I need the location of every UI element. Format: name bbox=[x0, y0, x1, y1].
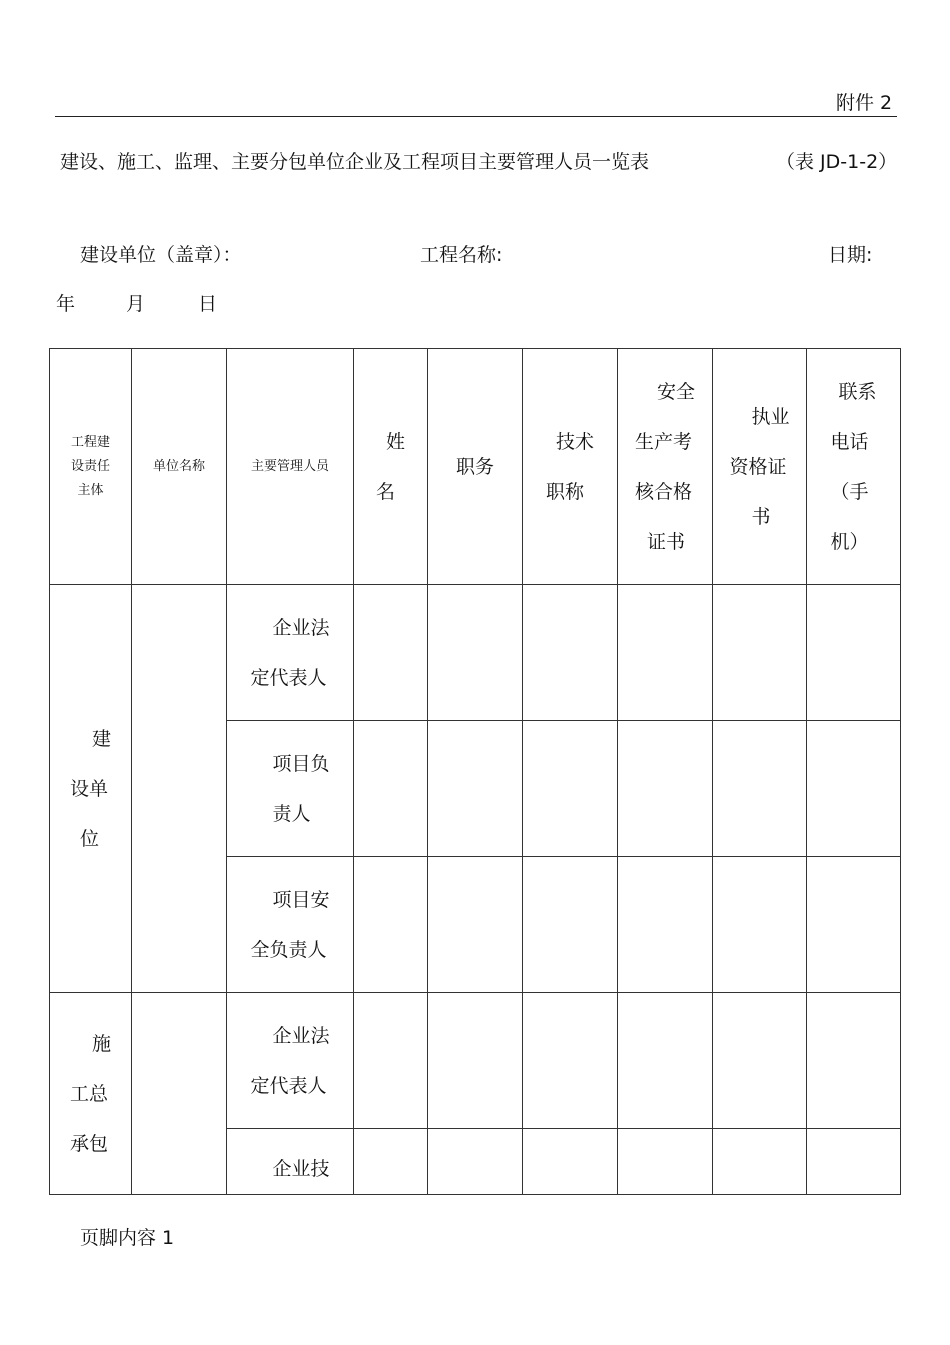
practice-cert-cell[interactable] bbox=[713, 857, 807, 993]
page-footer: 页脚内容 1 bbox=[80, 1227, 175, 1249]
year-label: 年 bbox=[56, 293, 76, 315]
practice-cert-cell[interactable] bbox=[713, 585, 807, 721]
name-cell[interactable] bbox=[354, 721, 428, 857]
col-header-name: 姓 名 bbox=[354, 349, 428, 585]
name-cell[interactable] bbox=[354, 857, 428, 993]
attachment-label: 附件 2 bbox=[836, 92, 893, 114]
unit-name-cell[interactable] bbox=[132, 993, 227, 1195]
entity-cell-general-contractor: 施 工总 承包 bbox=[50, 993, 132, 1195]
col-header-safety-cert: 安全 生产考 核合格 证书 bbox=[618, 349, 713, 585]
name-cell[interactable] bbox=[354, 1129, 428, 1195]
phone-cell[interactable] bbox=[807, 1129, 901, 1195]
date-fields bbox=[56, 289, 217, 316]
col-header-practice-cert: 执业 资格证 书 bbox=[713, 349, 807, 585]
phone-cell[interactable] bbox=[807, 857, 901, 993]
role-cell: 企业技 bbox=[227, 1129, 354, 1195]
practice-cert-cell[interactable] bbox=[713, 721, 807, 857]
phone-cell[interactable] bbox=[807, 721, 901, 857]
role-cell: 企业法 定代表人 bbox=[227, 585, 354, 721]
month-label: 月 bbox=[126, 293, 146, 315]
phone-cell[interactable] bbox=[807, 993, 901, 1129]
safety-cert-cell[interactable] bbox=[618, 585, 713, 721]
title-cell[interactable] bbox=[523, 1129, 618, 1195]
safety-cert-cell[interactable] bbox=[618, 993, 713, 1129]
safety-cert-cell[interactable] bbox=[618, 721, 713, 857]
table-header-row bbox=[50, 349, 901, 585]
position-cell[interactable] bbox=[428, 721, 523, 857]
position-cell[interactable] bbox=[428, 585, 523, 721]
position-cell[interactable] bbox=[428, 1129, 523, 1195]
name-cell[interactable] bbox=[354, 585, 428, 721]
col-header-phone: 联系 电话 （手 机） bbox=[807, 349, 901, 585]
document-title: 建设、施工、监理、主要分包单位企业及工程项目主要管理人员一览表 bbox=[60, 151, 650, 173]
date-label: 日期: bbox=[828, 244, 873, 266]
safety-cert-cell[interactable] bbox=[618, 857, 713, 993]
col-header-unit-name: 单位名称 bbox=[132, 349, 227, 585]
title-cell[interactable] bbox=[523, 585, 618, 721]
title-cell[interactable] bbox=[523, 721, 618, 857]
personnel-table bbox=[49, 348, 901, 1195]
position-cell[interactable] bbox=[428, 857, 523, 993]
col-header-managers: 主要管理人员 bbox=[227, 349, 354, 585]
col-header-title: 技术 职称 bbox=[523, 349, 618, 585]
construction-unit-label: 建设单位（盖章）： bbox=[80, 244, 242, 266]
name-cell[interactable] bbox=[354, 993, 428, 1129]
title-cell[interactable] bbox=[523, 993, 618, 1129]
safety-cert-cell[interactable] bbox=[618, 1129, 713, 1195]
day-label: 日 bbox=[198, 293, 218, 315]
col-header-position: 职务 bbox=[428, 349, 523, 585]
role-cell: 项目安 全负责人 bbox=[227, 857, 354, 993]
practice-cert-cell[interactable] bbox=[713, 1129, 807, 1195]
form-code: （表 JD-1-2） bbox=[776, 151, 898, 173]
role-cell: 企业法 定代表人 bbox=[227, 993, 354, 1129]
practice-cert-cell[interactable] bbox=[713, 993, 807, 1129]
phone-cell[interactable] bbox=[807, 585, 901, 721]
table-row bbox=[50, 585, 901, 721]
unit-name-cell[interactable] bbox=[132, 585, 227, 993]
table-row bbox=[50, 993, 901, 1129]
role-cell: 项目负 责人 bbox=[227, 721, 354, 857]
project-name-label: 工程名称: bbox=[420, 244, 503, 266]
position-cell[interactable] bbox=[428, 993, 523, 1129]
header-rule bbox=[55, 116, 897, 117]
title-cell[interactable] bbox=[523, 857, 618, 993]
col-header-entity: 工程建 设责任 主体 bbox=[50, 349, 132, 585]
entity-cell-construction-unit: 建 设单 位 bbox=[50, 585, 132, 993]
